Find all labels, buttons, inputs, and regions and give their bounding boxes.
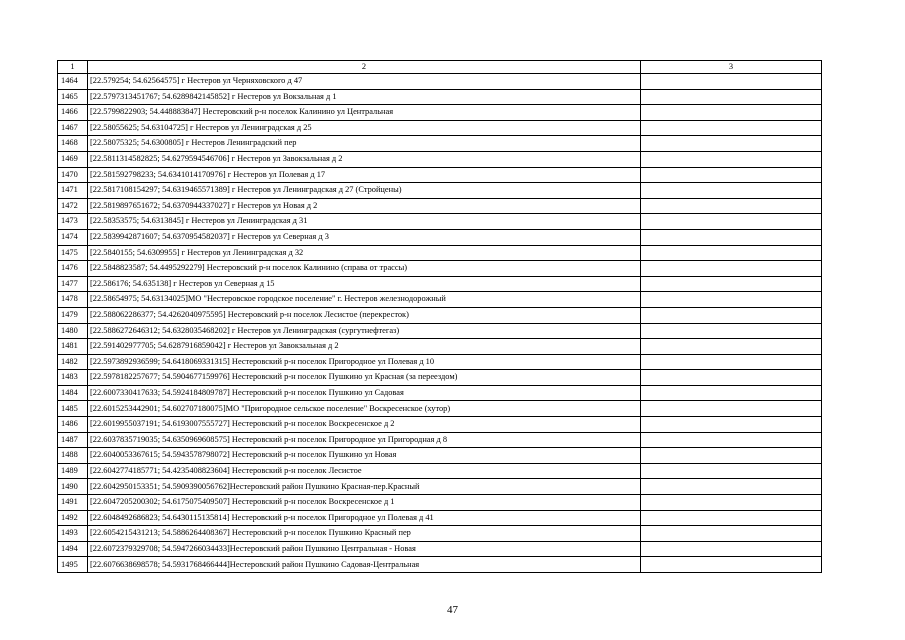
address-cell: [22.579254; 54.62564575] г Нестеров ул Черняховского д 47 (88, 74, 641, 90)
row-number-cell: 1477 (58, 276, 88, 292)
notes-cell (641, 198, 822, 214)
column-header-1: 1 (58, 61, 88, 74)
table-row (58, 74, 822, 90)
notes-cell (641, 385, 822, 401)
row-number-cell: 1468 (58, 136, 88, 152)
table-row (58, 495, 822, 511)
table-row (58, 151, 822, 167)
address-cell: [22.6042774185771; 54.4235408823604] Нестеровский р-н поселок Лесистое (88, 463, 641, 479)
table-row (58, 557, 822, 573)
notes-cell (641, 183, 822, 199)
row-number-cell: 1472 (58, 198, 88, 214)
table-row (58, 401, 822, 417)
row-number-cell: 1480 (58, 323, 88, 339)
row-number-cell: 1482 (58, 354, 88, 370)
table-row (58, 89, 822, 105)
address-cell: [22.5848823587; 54.4495292279] Нестеровский р-н поселок Калинино (справа от трассы) (88, 261, 641, 277)
address-cell: [22.6042950153351; 54.5909390056762]Нестеровский район Пушкино Красная-пер.Красный (88, 479, 641, 495)
table-body (58, 74, 822, 573)
row-number-cell: 1492 (58, 510, 88, 526)
address-cell: [22.581592798233; 54.6341014170976] г Нестеров ул Полевая д 17 (88, 167, 641, 183)
table-row (58, 479, 822, 495)
row-number-cell: 1467 (58, 120, 88, 136)
row-number-cell: 1465 (58, 89, 88, 105)
notes-cell (641, 105, 822, 121)
address-cell: [22.586176; 54.635138] г Нестеров ул Северная д 15 (88, 276, 641, 292)
notes-cell (641, 74, 822, 90)
row-number-cell: 1481 (58, 339, 88, 355)
notes-cell (641, 214, 822, 230)
table-row (58, 198, 822, 214)
address-cell: [22.5797313451767; 54.6289842145852] г Нестеров ул Вокзальная д 1 (88, 89, 641, 105)
notes-cell (641, 448, 822, 464)
table-row (58, 183, 822, 199)
notes-cell (641, 370, 822, 386)
notes-cell (641, 151, 822, 167)
address-cell: [22.5840155; 54.6309955] г Нестеров ул Ленинградская д 32 (88, 245, 641, 261)
row-number-cell: 1489 (58, 463, 88, 479)
notes-cell (641, 89, 822, 105)
row-number-cell: 1493 (58, 526, 88, 542)
table-row (58, 136, 822, 152)
table-row (58, 417, 822, 433)
notes-cell (641, 463, 822, 479)
notes-cell (641, 526, 822, 542)
notes-cell (641, 245, 822, 261)
address-cell: [22.5886272646312; 54.6328035468202] г Нестеров ул Ленинградская (сургутнефтегаз) (88, 323, 641, 339)
row-number-cell: 1464 (58, 74, 88, 90)
address-cell: [22.588062286377; 54.4262040975595] Нестеровский р-н поселок Лесистое (перекресток) (88, 307, 641, 323)
address-cell: [22.591402977705; 54.6287916859042] г Нестеров ул Завокзальная д 2 (88, 339, 641, 355)
row-number-cell: 1494 (58, 541, 88, 557)
row-number-cell: 1466 (58, 105, 88, 121)
row-number-cell: 1495 (58, 557, 88, 573)
notes-cell (641, 261, 822, 277)
column-header-3: 3 (641, 61, 822, 74)
row-number-cell: 1484 (58, 385, 88, 401)
notes-cell (641, 557, 822, 573)
table-row (58, 229, 822, 245)
table-row (58, 526, 822, 542)
column-header-2: 2 (88, 61, 641, 74)
row-number-cell: 1470 (58, 167, 88, 183)
table-row (58, 120, 822, 136)
address-cell: [22.5819897651672; 54.6370944337027] г Нестеров ул Новая д 2 (88, 198, 641, 214)
row-number-cell: 1469 (58, 151, 88, 167)
table-header-row (58, 61, 822, 74)
notes-cell (641, 229, 822, 245)
notes-cell (641, 354, 822, 370)
address-cell: [22.6072379329708; 54.5947266034433]Нестеровский район Пушкино Центральная - Новая (88, 541, 641, 557)
address-cell: [22.5839942871607; 54.6370954582037] г Нестеров ул Северная д 3 (88, 229, 641, 245)
address-cell: [22.6007330417633; 54.5924184809787] Нестеровский р-н поселок Пушкино ул Садовая (88, 385, 641, 401)
notes-cell (641, 401, 822, 417)
table-row (58, 292, 822, 308)
address-cell: [22.6040053367615; 54.5943578798072] Нестеровский р-н поселок Пушкино ул Новая (88, 448, 641, 464)
table-row (58, 105, 822, 121)
row-number-cell: 1471 (58, 183, 88, 199)
notes-cell (641, 479, 822, 495)
table-row (58, 370, 822, 386)
table-row (58, 432, 822, 448)
table-row (58, 541, 822, 557)
address-cell: [22.5811314582825; 54.6279594546706] г Нестеров ул Завокзальная д 2 (88, 151, 641, 167)
row-number-cell: 1479 (58, 307, 88, 323)
address-cell: [22.6054215431213; 54.5886264408367] Нестеровский р-н поселок Пушкино Красный пер (88, 526, 641, 542)
notes-cell (641, 432, 822, 448)
notes-cell (641, 495, 822, 511)
notes-cell (641, 541, 822, 557)
notes-cell (641, 136, 822, 152)
table-row (58, 307, 822, 323)
table-row (58, 167, 822, 183)
notes-cell (641, 276, 822, 292)
page-number: 47 (447, 604, 458, 616)
table-row (58, 463, 822, 479)
row-number-cell: 1488 (58, 448, 88, 464)
address-cell: [22.5817108154297; 54.6319465571389] г Нестеров ул Ленинградская д 27 (Стройцены) (88, 183, 641, 199)
data-table (57, 60, 822, 573)
notes-cell (641, 292, 822, 308)
table-row (58, 339, 822, 355)
row-number-cell: 1485 (58, 401, 88, 417)
address-cell: [22.6076638698578; 54.5931768466444]Нестеровский район Пушкино Садовая-Центральная (88, 557, 641, 573)
notes-cell (641, 167, 822, 183)
address-cell: [22.5978182257677; 54.5904677159976] Нестеровский р-н поселок Пушкино ул Красная (за переездом) (88, 370, 641, 386)
table-row (58, 214, 822, 230)
address-cell: [22.6019955037191; 54.6193007555727] Нестеровский р-н поселок Воскресенское д 2 (88, 417, 641, 433)
row-number-cell: 1483 (58, 370, 88, 386)
address-cell: [22.58353575; 54.6313845] г Нестеров ул Ленинградская д 31 (88, 214, 641, 230)
table-row (58, 448, 822, 464)
row-number-cell: 1473 (58, 214, 88, 230)
row-number-cell: 1490 (58, 479, 88, 495)
row-number-cell: 1474 (58, 229, 88, 245)
address-cell: [22.6015253442901; 54.602707180075]МО "Пригородное сельское поселение" Воскресенское (хутор) (88, 401, 641, 417)
notes-cell (641, 323, 822, 339)
address-cell: [22.58075325; 54.6300805] г Нестеров Ленинградский пер (88, 136, 641, 152)
table-row (58, 276, 822, 292)
address-cell: [22.58654975; 54.63134025]МО "Нестеровское городское поселение" г. Нестеров железнодорожный (88, 292, 641, 308)
row-number-cell: 1476 (58, 261, 88, 277)
row-number-cell: 1486 (58, 417, 88, 433)
notes-cell (641, 339, 822, 355)
address-cell: [22.58055625; 54.63104725] г Нестеров ул Ленинградская д 25 (88, 120, 641, 136)
row-number-cell: 1475 (58, 245, 88, 261)
table-row (58, 323, 822, 339)
notes-cell (641, 417, 822, 433)
table-row (58, 245, 822, 261)
table-row (58, 354, 822, 370)
notes-cell (641, 120, 822, 136)
address-cell: [22.6047205200302; 54.6175075409507] Нестеровский р-н поселок Воскресенское д 1 (88, 495, 641, 511)
address-cell: [22.5799822903; 54.448883847] Нестеровский р-н поселок Калинино ул Центральная (88, 105, 641, 121)
address-cell: [22.6048492686823; 54.6430115135814] Нестеровский р-н поселок Пригородное ул Полевая д 41 (88, 510, 641, 526)
table-row (58, 385, 822, 401)
table-row (58, 510, 822, 526)
row-number-cell: 1487 (58, 432, 88, 448)
table-row (58, 261, 822, 277)
address-cell: [22.5973892936599; 54.6418069331315] Нестеровский р-н поселок Пригородное ул Полевая д 10 (88, 354, 641, 370)
notes-cell (641, 307, 822, 323)
row-number-cell: 1491 (58, 495, 88, 511)
address-cell: [22.6037835719035; 54.6350969608575] Нестеровский р-н поселок Пригородное ул Пригородная д 8 (88, 432, 641, 448)
row-number-cell: 1478 (58, 292, 88, 308)
notes-cell (641, 510, 822, 526)
